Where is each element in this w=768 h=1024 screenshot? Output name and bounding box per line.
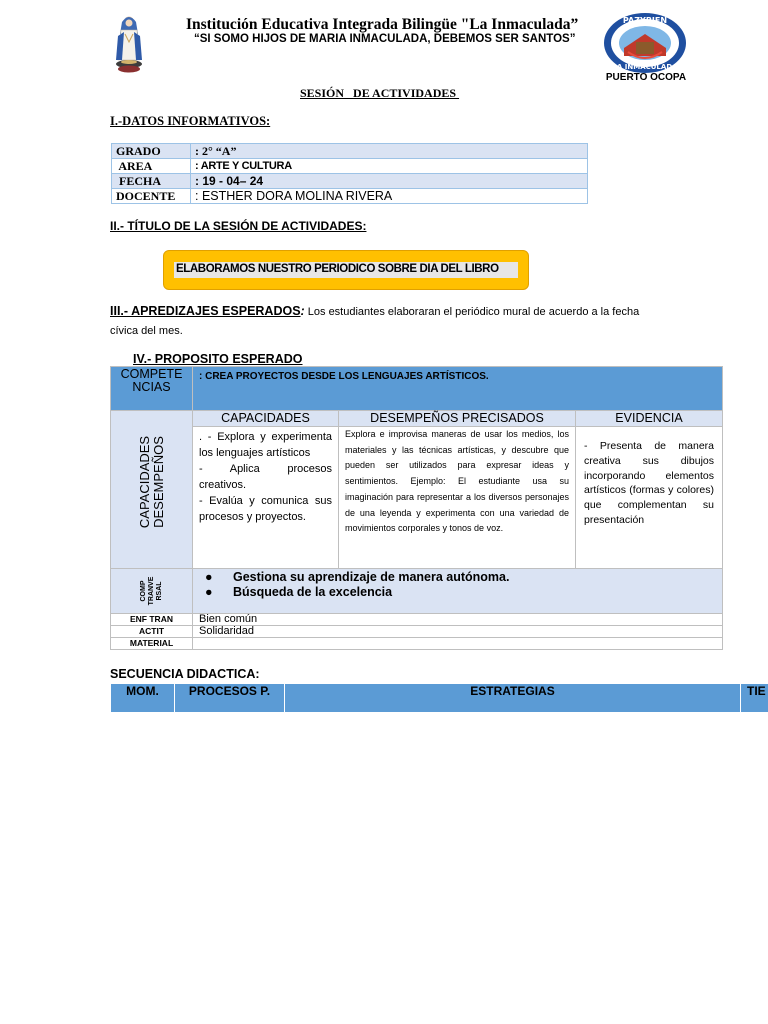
procesos-header: PROCESOS P. (175, 684, 285, 713)
table-row (112, 144, 588, 159)
section4-title: IV.- PROPOSITO ESPERADO (133, 352, 303, 366)
table-row (112, 159, 588, 174)
mom-header: MOM. (111, 684, 175, 713)
session-title: SESIÓN DE ACTIVIDADES (300, 86, 460, 100)
transversal-label: COMP TRANVE RSAL (111, 569, 193, 614)
section3-colon: : (300, 304, 305, 318)
table-row (112, 189, 588, 204)
section1-title: I.-DATOS INFORMATIVOS: (110, 114, 271, 128)
fecha-value: : 19 - 04– 24 (191, 174, 588, 189)
area-value: : ARTE Y CULTURA (191, 159, 588, 174)
docente-value: : ESTHER DORA MOLINA RIVERA (191, 189, 588, 204)
capacidades-side-label: CAPACIDADES DESEMPEÑOS (111, 411, 193, 569)
session-name-box (163, 250, 529, 290)
competencia-value: : CREA PROYECTOS DESDE LOS LENGUAJES ARTÍSTICOS. (193, 367, 723, 411)
evidencia-cell: - Presenta de manera creativa sus dibujos incorporando elementos artísticos (formas y colores) que complementan su presentación (576, 427, 723, 569)
table-row (111, 411, 723, 427)
section3-title: III.- APREDIZAJES ESPERADOS (110, 304, 301, 318)
table-row (112, 174, 588, 189)
actitud-label: ACTIT (111, 626, 193, 638)
place-name: PUERTO OCOPA (605, 72, 687, 83)
seal-top-text: PAZYBIEN (622, 16, 668, 25)
table-row (111, 367, 723, 411)
fecha-label: FECHA (112, 174, 191, 189)
grado-value: : 2° “A” (191, 144, 588, 159)
docente-label: DOCENTE (112, 189, 191, 204)
data-table (111, 143, 588, 204)
table-row (111, 638, 723, 650)
sequence-table (110, 683, 768, 713)
school-seal-icon (602, 12, 688, 74)
enfoque-value: Bien común (193, 614, 723, 626)
competencias-label: COMPETE NCIAS (111, 367, 193, 411)
transversal-list (193, 569, 723, 614)
grado-label: GRADO (112, 144, 191, 159)
table-row (111, 684, 768, 713)
virgin-mary-statue-icon (112, 14, 146, 74)
estrategias-header: ESTRATEGIAS (285, 684, 741, 713)
institution-motto: “SI SOMO HIJOS DE MARIA INMACULADA, DEBEMOS SER SANTOS” (194, 33, 576, 45)
table-row (111, 614, 723, 626)
section3-text: Los estudiantes elaboraran el periódico mural de acuerdo a la fecha cívica del mes. (110, 306, 640, 337)
material-value (193, 638, 723, 650)
evidencia-header: EVIDENCIA (576, 411, 723, 427)
section2-title: II.- TÍTULO DE LA SESIÓN DE ACTIVIDADES: (110, 219, 367, 233)
section3 (110, 302, 670, 341)
enfoque-label: ENF TRAN (111, 614, 193, 626)
seal-bottom-text: LA INMACULADA (612, 63, 678, 71)
list-item: ● Búsqueda de la excelencia (205, 585, 393, 599)
area-label: AREA (112, 159, 191, 174)
desempenos-cell: Explora e improvisa maneras de usar los medios, los materiales y las técnicas artísticas, y descubre que pueden ser utilizados para expresar ideas y sentimientos. Ejemplo: El estudiante usa su imaginación para representar a los diversos personajes de una leyenda y experimenta con una variedad de movimientos corporales y tonos de voz. (339, 427, 576, 569)
material-label: MATERIAL (111, 638, 193, 650)
table-row (111, 626, 723, 638)
capacidades-cell: . - Explora y experimenta los lenguajes artísticos - Aplica procesos creativos. - Evalúa y comunica sus procesos y proyectos. (193, 427, 339, 569)
competencias-table (110, 366, 723, 650)
table-row (111, 569, 723, 614)
tiempo-header: TIE (741, 684, 768, 713)
table-row (111, 427, 723, 569)
list-item: ● Gestiona su aprendizaje de manera autónoma. (205, 570, 510, 584)
institution-name: Institución Educativa Integrada Bilingüe "La Inmaculada” (186, 16, 579, 33)
capacidades-header: CAPACIDADES (193, 411, 339, 427)
actitud-value: Solidaridad (193, 626, 723, 638)
session-name: ELABORAMOS NUESTRO PERIODICO SOBRE DIA DEL LIBRO (176, 263, 499, 275)
sequence-title: SECUENCIA DIDACTICA: (110, 667, 260, 681)
desempenos-header: DESEMPEÑOS PRECISADOS (339, 411, 576, 427)
